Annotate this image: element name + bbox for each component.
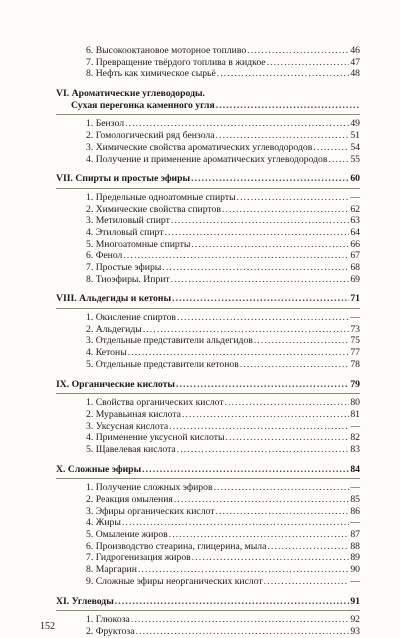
toc-entry-page: 86 <box>350 505 360 517</box>
toc-entry-title: 1. Окисление спиртов <box>86 312 177 324</box>
chapter-heading <box>40 379 360 391</box>
heading-rule <box>56 610 360 611</box>
toc-entry-page: — <box>350 517 360 529</box>
dot-leader <box>237 192 350 203</box>
toc-entry <box>40 154 360 166</box>
dot-leader <box>182 409 349 420</box>
dot-leader <box>171 215 349 226</box>
dot-leader <box>216 506 350 517</box>
toc-entry-page: 85 <box>350 494 360 505</box>
toc-entry-title: 8. Тиоэфиры. Иприт <box>86 273 170 285</box>
dot-leader <box>191 173 349 184</box>
heading-rule <box>56 188 360 189</box>
dot-leader <box>122 517 349 528</box>
toc-entry-title: 6. Производство стеарина, глицерина, мыла <box>86 540 267 552</box>
toc-entry-page: 75 <box>350 335 360 347</box>
dot-leader <box>172 293 349 304</box>
dot-leader <box>254 335 349 346</box>
toc-entry-title: 4. Кетоны <box>86 347 127 359</box>
toc-entry-page: 49 <box>350 118 360 130</box>
chapter-heading-page: 91 <box>350 595 360 607</box>
dot-leader <box>225 432 349 443</box>
toc-entry-page: 54 <box>350 141 360 153</box>
dot-leader <box>125 118 349 129</box>
dot-leader <box>216 100 359 111</box>
toc-entry <box>40 614 360 626</box>
dot-leader <box>171 274 350 285</box>
toc-entry-title: 1. Бензол <box>86 118 125 130</box>
toc-entry-title: 6. Высокооктановое моторное топливо <box>86 45 247 56</box>
dot-leader <box>142 464 349 475</box>
toc-entry-title: 2. Фруктоза <box>86 625 135 637</box>
toc-entry <box>40 482 360 494</box>
toc-entry-title: 4. Жиры <box>86 517 121 529</box>
toc-entry-page: 46 <box>350 45 360 56</box>
heading-rule <box>56 393 360 394</box>
dot-leader <box>247 45 349 56</box>
toc-entry <box>40 359 360 371</box>
toc-entry <box>40 626 360 638</box>
toc-entry-title: 7. Простые эфиры <box>86 262 162 273</box>
toc-entry-title: 4. Получение и применение ароматических углеводородов <box>86 153 328 165</box>
table-of-contents <box>40 45 360 638</box>
toc-entry-title: 3. Отдельные представители альдегидов <box>86 335 253 347</box>
toc-entry-page: 81 <box>350 408 360 420</box>
dot-leader <box>165 227 350 238</box>
toc-entry-title: 2. Гомологический ряд бензола <box>86 130 215 142</box>
toc-entry <box>40 347 360 359</box>
toc-entry <box>40 192 360 204</box>
toc-entry-page: 62 <box>350 203 360 215</box>
toc-entry-title: 4. Применение уксусной кислоты <box>86 432 225 444</box>
dot-leader <box>264 576 350 587</box>
dot-leader <box>131 614 349 625</box>
toc-entry-page: — <box>350 191 360 203</box>
chapter-heading-page: 71 <box>350 293 360 305</box>
dot-leader <box>128 347 350 358</box>
toc-entry-page: 69 <box>350 273 360 285</box>
dot-leader <box>214 482 350 493</box>
toc-entry <box>40 397 360 409</box>
toc-entry-title: 6. Фенол <box>86 250 123 262</box>
toc-entry <box>40 517 360 529</box>
toc-entry <box>40 239 360 251</box>
toc-entry-title: 7. Гидрогенизация жиров <box>86 552 191 564</box>
dot-leader <box>216 130 350 141</box>
dot-leader <box>217 68 350 79</box>
chapter-heading-title: XI. Углеводы <box>56 595 114 607</box>
toc-entry-title: 2. Реакция омыления <box>86 494 173 505</box>
toc-entry-page: 89 <box>350 552 360 564</box>
toc-entry <box>40 576 360 588</box>
chapter-heading <box>40 100 360 112</box>
toc-entry <box>40 250 360 262</box>
toc-entry-page: 88 <box>350 540 360 552</box>
dot-leader <box>177 312 349 323</box>
toc-entry-title: 2. Химические свойства спиртов <box>86 203 221 215</box>
toc-entry <box>40 541 360 553</box>
toc-entry-page: 77 <box>350 347 360 359</box>
toc-entry-page: 87 <box>350 529 360 541</box>
toc-entry-title: 3. Эфиры органических кислот <box>86 505 215 517</box>
toc-entry-page: 78 <box>350 358 360 370</box>
toc-entry <box>40 227 360 239</box>
toc-entry <box>40 432 360 444</box>
toc-entry <box>40 45 360 57</box>
chapter-heading-title: IX. Органические кислоты <box>56 378 175 390</box>
toc-entry-title: 8. Нефть как химическое сырьё <box>86 68 216 80</box>
toc-entry-title: 2. Альдегиды <box>86 323 142 335</box>
dot-leader <box>225 397 350 408</box>
toc-entry-title: 5. Отдельные представители кетонов <box>86 358 239 370</box>
toc-entry-title: 1. Свойства органических кислот <box>86 397 224 409</box>
toc-entry-title: 3. Метиловый спирт <box>86 215 170 227</box>
toc-entry <box>40 118 360 130</box>
toc-entry <box>40 324 360 336</box>
dot-leader <box>174 494 349 505</box>
page-number: 152 <box>40 621 55 632</box>
toc-entry-title: 9. Сложные эфиры неорганических кислот <box>86 575 263 587</box>
toc-entry-page: 66 <box>350 238 360 250</box>
chapter-heading <box>40 596 360 608</box>
toc-entry-page: 92 <box>350 614 360 626</box>
toc-entry-title: 4. Этиловый спирт <box>86 226 164 238</box>
toc-entry-page: 90 <box>350 564 360 576</box>
toc-entry-title: 1. Глюкоза <box>86 614 130 626</box>
toc-entry-page: 47 <box>350 56 360 68</box>
toc-entry <box>40 552 360 564</box>
dot-leader <box>222 204 349 215</box>
heading-rule <box>56 478 360 479</box>
chapter-heading-page: 79 <box>350 378 360 390</box>
dot-leader <box>177 444 350 455</box>
toc-entry-title: 5. Многоатомные спирты <box>86 238 191 250</box>
toc-entry-page: 68 <box>350 262 360 273</box>
toc-entry <box>40 57 360 69</box>
section-gap <box>40 165 360 173</box>
toc-entry <box>40 204 360 216</box>
toc-entry-page: 80 <box>350 397 360 409</box>
toc-entry-page: 64 <box>350 226 360 238</box>
dot-leader <box>313 142 349 153</box>
dot-leader <box>191 239 349 250</box>
chapter-heading-page: 84 <box>350 463 360 475</box>
toc-entry <box>40 130 360 142</box>
toc-entry-title: 7. Превращение твёрдого топлива в жидкое <box>86 56 266 68</box>
toc-entry <box>40 421 360 433</box>
section-gap <box>40 456 360 464</box>
chapter-heading <box>40 293 360 305</box>
toc-entry <box>40 409 360 421</box>
toc-entry-page: 93 <box>350 625 360 637</box>
heading-rule <box>56 114 360 115</box>
dot-leader <box>267 57 350 68</box>
heading-rule <box>56 308 360 309</box>
dot-leader <box>136 626 350 637</box>
toc-entry <box>40 494 360 506</box>
chapter-heading-page: 60 <box>350 173 360 185</box>
toc-entry-page: 55 <box>350 153 360 165</box>
toc-entry <box>40 215 360 227</box>
chapter-heading <box>40 464 360 476</box>
dot-leader <box>115 596 350 607</box>
toc-entry-page: 51 <box>350 130 360 142</box>
dot-leader <box>240 359 349 370</box>
toc-entry-page: — <box>350 420 360 432</box>
toc-entry-page: — <box>350 312 360 324</box>
toc-entry <box>40 506 360 518</box>
toc-entry-page: 48 <box>350 68 360 80</box>
toc-entry-title: 1. Предельные одноатомные спирты <box>86 191 236 203</box>
toc-entry <box>40 564 360 576</box>
dot-leader <box>143 324 350 335</box>
toc-entry <box>40 335 360 347</box>
chapter-heading-title: VII. Спирты и простые эфиры <box>56 173 191 185</box>
toc-entry <box>40 529 360 541</box>
dot-leader <box>192 552 350 563</box>
toc-entry <box>40 262 360 274</box>
toc-entry-page: 82 <box>350 432 360 444</box>
section-gap <box>40 371 360 379</box>
chapter-heading-line1: VI. Ароматические углеводороды. <box>56 88 205 100</box>
dot-leader <box>328 154 349 165</box>
toc-entry <box>40 274 360 286</box>
toc-entry <box>40 444 360 456</box>
toc-entry <box>40 312 360 324</box>
chapter-heading-title: Сухая перегонка каменного угля <box>71 99 215 111</box>
toc-entry-title: 5. Омыление жиров <box>86 529 168 541</box>
toc-entry-title: 8. Маргарин <box>86 564 137 576</box>
toc-entry-title: 3. Уксусная кислота <box>86 420 169 432</box>
dot-leader <box>169 421 349 432</box>
toc-entry-page: — <box>350 482 360 494</box>
chapter-heading-title: X. Сложные эфиры <box>56 463 142 475</box>
dot-leader <box>176 379 349 390</box>
toc-entry-title: 3. Химические свойства ароматических углеводородов <box>86 141 313 153</box>
toc-entry-title: 2. Муравьиная кислота <box>86 408 181 420</box>
section-gap <box>40 80 360 88</box>
dot-leader <box>169 529 350 540</box>
section-gap <box>40 588 360 596</box>
toc-entry-page: 63 <box>350 215 360 227</box>
toc-entry-title: 1. Получение сложных эфиров <box>86 482 213 494</box>
toc-entry-page: 67 <box>350 250 360 262</box>
toc-entry-page: — <box>350 575 360 587</box>
toc-entry <box>40 142 360 154</box>
section-gap <box>40 285 360 293</box>
chapter-heading-title: VIII. Альдегиды и кетоны <box>56 293 172 305</box>
dot-leader <box>162 262 349 273</box>
toc-entry <box>40 68 360 80</box>
chapter-heading <box>40 173 360 185</box>
toc-entry-page: 83 <box>350 443 360 455</box>
dot-leader <box>267 541 349 552</box>
dot-leader <box>123 250 349 261</box>
toc-entry-title: 5. Щавелевая кислота <box>86 443 176 455</box>
toc-entry-page: 73 <box>350 323 360 335</box>
dot-leader <box>138 564 349 575</box>
